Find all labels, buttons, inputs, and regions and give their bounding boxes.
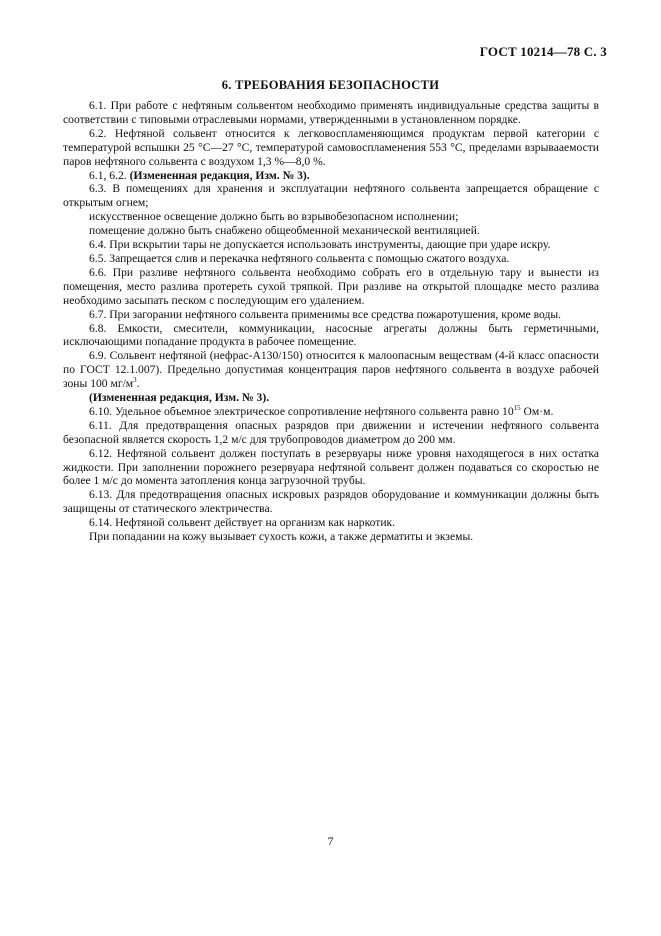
- paragraph-6-9-text: 6.9. Сольвент нефтяной (нефрас-А130/150) относится к малоопасным веществам (4-й класс опасности по ГОСТ 12.1.007). Предельно допустимая концентрация паров нефтяного сольвента в воздухе рабочей зоны 100 мг/м: [63, 349, 599, 391]
- paragraph-6-14: 6.14. Нефтяной сольвент действует на организм как наркотик.: [89, 516, 396, 530]
- paragraph-6-12: 6.12. Нефтяной сольвент должен поступать в резервуары ниже уровня находящегося в них остатка жидкости. При заполнении порожнего резервуара нефтяной сольвент должен подаваться со скоростью не более 1 м/с до момента затопления конца загрузочной трубы.: [63, 446, 599, 488]
- paragraph-6-3-lighting: искусственное освещение должно быть во взрывобезопасном исполнении;: [89, 210, 459, 224]
- paragraph-6-10-text: 6.10. Удельное объемное электрическое сопротивление нефтяного сольвента равно 10: [89, 404, 514, 418]
- paragraph-6-6: 6.6. При разливе нефтяного сольвента необходимо собрать его в отдельную тару и вынести из помещения, место разлива протереть сухой тряпкой. При разливе на открытой площадке место разлива необходимо засыпать песком с последующим его удалением.: [63, 265, 599, 307]
- paragraph-6-3: 6.3. В помещениях для хранения и эксплуатации нефтяного сольвента запрещается обращение с открытым огнем;: [63, 182, 599, 210]
- paragraph-6-9-amendment: (Измененная редакция, Изм. № 3).: [89, 391, 270, 405]
- paragraph-6-5: 6.5. Запрещается слив и перекачка нефтяного сольвента с помощью сжатого воздуха.: [89, 251, 510, 265]
- paragraph-6-10: [63, 405, 599, 419]
- paragraph-6-11: 6.11. Для предотвращения опасных разрядов при движении и истечении нефтяного сольвента безопасной является скорость 1,2 м/с для трубопроводов диаметром до 200 мм.: [63, 418, 599, 446]
- paragraph-6-14-effects: При попадании на кожу вызывает сухость кожи, а также дерматиты и экземы.: [89, 530, 474, 544]
- paragraph-6-13: 6.13. Для предотвращения опасных искровых разрядов оборудование и коммуникации должны быть защищены от статического электричества.: [63, 488, 599, 516]
- paragraph-6-2: 6.2. Нефтяной сольвент относится к легковоспламеняющимся продуктам первой категории с температурой вспышки 25 °С—27 °С, температурой самовоспламенения 553 °С, пределами взрывааемости паров нефтяного сольвента с воздухом 1,3 %—8,0 %.: [63, 126, 599, 168]
- superscript: 3: [133, 376, 137, 385]
- running-header: ГОСТ 10214—78 С. 3: [479, 44, 607, 59]
- paragraph-6-1-6-2-amendment: [63, 169, 599, 183]
- section-title: 6. ТРЕБОВАНИЯ БЕЗОПАСНОСТИ: [221, 78, 440, 92]
- paragraph-6-8: 6.8. Емкости, смесители, коммуникации, насосные агрегаты должны быть герметичными, исключающими попадание продукта в рабочее помещение.: [63, 321, 599, 349]
- paragraph-6-1: 6.1. При работе с нефтяным сольвентом необходимо применять индивидуальные средства защиты в соответствии с типовыми отраслевыми нормами, утвержденными в установленном порядке.: [63, 99, 599, 126]
- paragraph-6-7: 6.7. При загорании нефтяного сольвента применимы все средства пожаротушения, кроме воды.: [89, 307, 562, 321]
- superscript: 15: [513, 404, 521, 413]
- page-number: 7: [327, 834, 334, 848]
- amendment-ref: 6.1, 6.2.: [89, 168, 130, 182]
- paragraph-6-4: 6.4. При вскрытии тары не допускается использовать инструменты, дающие при ударе искру.: [89, 238, 551, 252]
- section-body: [63, 99, 599, 544]
- paragraph-6-3-ventilation: помещение должно быть снабжено общеобменной механической вентиляцией.: [89, 224, 480, 238]
- paragraph-6-10-end: Ом·м.: [520, 404, 554, 418]
- paragraph-6-9: [63, 349, 599, 391]
- paragraph-6-9-end: .: [136, 377, 140, 391]
- amendment-note: (Измененная редакция, Изм. № 3).: [129, 168, 310, 182]
